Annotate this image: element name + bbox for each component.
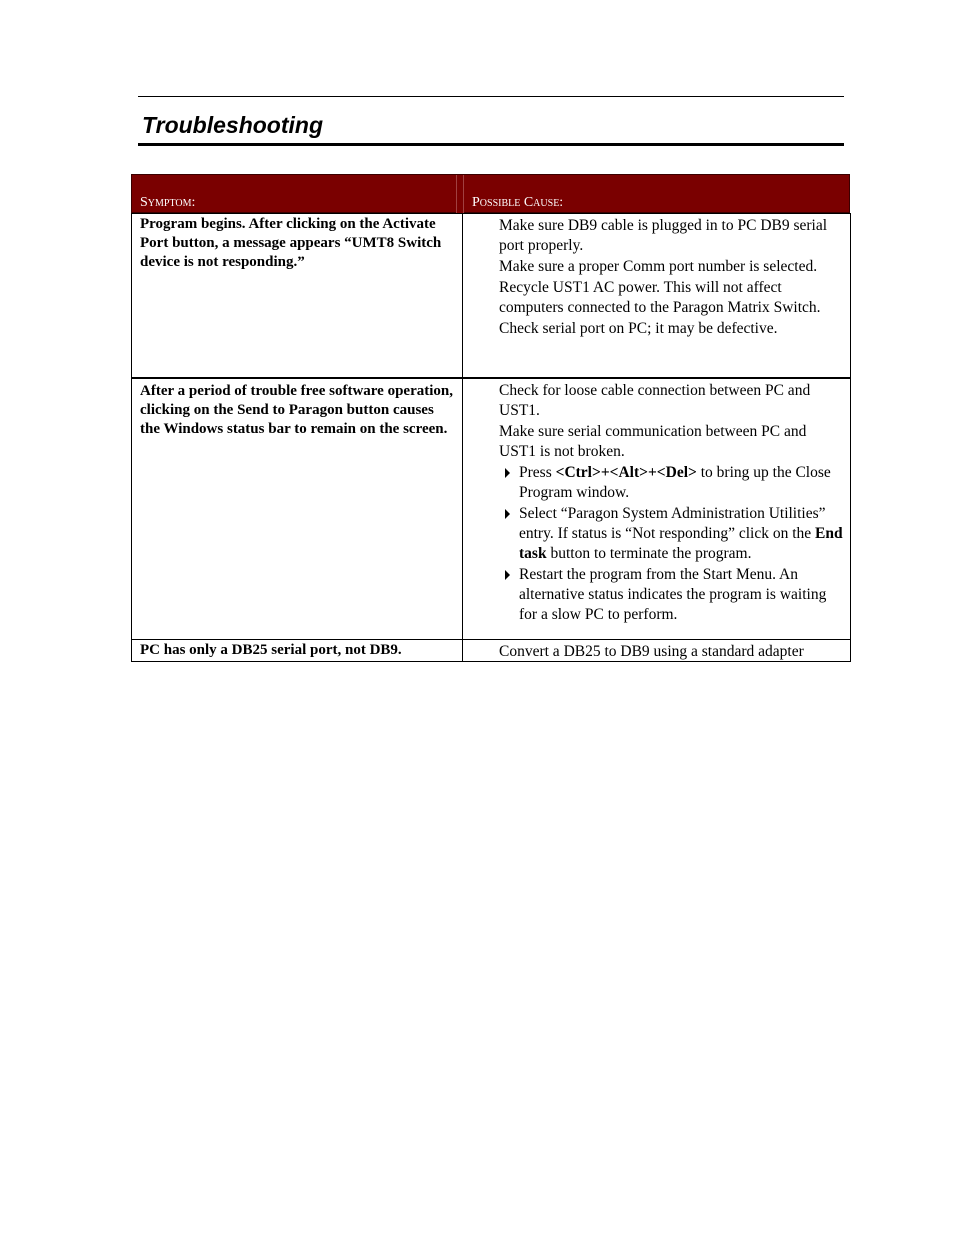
header-divider — [456, 175, 464, 214]
header-possible-cause: Possible Cause: — [472, 195, 564, 210]
symptom-text: After a period of trouble free software operation, clicking on the Send to Paragon button causes the Windows status bar to remain on the screen. — [140, 383, 453, 437]
step-text: Select “Paragon System Administration Utilities” entry. If status is “Not responding” click on the — [519, 505, 826, 542]
cause-item: Make sure DB9 cable is plugged in to PC DB9 serial port properly. — [499, 217, 828, 254]
table-row-2-cause — [462, 378, 851, 640]
step-item — [503, 463, 844, 503]
step-text: to bring up the Close Program window. — [519, 464, 831, 501]
top-rule — [138, 96, 844, 97]
header-symptom: Symptom: — [140, 195, 196, 210]
table-row-1-cause — [462, 213, 851, 378]
triangle-right-icon — [505, 509, 510, 519]
cause-item: Make sure serial communication between PC and UST1 is not broken. — [499, 423, 807, 460]
table-row-3-cause — [462, 639, 851, 662]
cause-item: Recycle UST1 AC power. This will not affect computers connected to the Paragon Matrix Switch. — [499, 279, 821, 316]
table-row-2-symptom — [131, 378, 463, 640]
table-header — [131, 174, 850, 213]
step-keys: <Ctrl>+<Alt>+<Del> — [555, 464, 697, 481]
step-text: button to terminate the program. — [546, 545, 752, 562]
step-text: Restart the program from the Start Menu. An alternative status indicates the program is waiting for a slow PC to perform. — [519, 566, 827, 623]
step-item — [503, 565, 844, 625]
title-rule — [138, 143, 844, 146]
table-row-3-symptom — [131, 639, 463, 662]
table-row-1-symptom — [131, 213, 463, 378]
cause-item: Check for loose cable connection between PC and UST1. — [499, 382, 811, 419]
triangle-right-icon — [505, 468, 510, 478]
symptom-text: Program begins. After clicking on the Activate Port button, a message appears “UMT8 Switch device is not responding.” — [140, 216, 442, 270]
cause-item: Check serial port on PC; it may be defective. — [499, 320, 778, 337]
symptom-text: PC has only a DB25 serial port, not DB9. — [140, 642, 402, 658]
step-button-name: End task — [519, 525, 843, 562]
cause-item: Make sure a proper Comm port number is selected. — [499, 258, 818, 275]
section-title: Troubleshooting — [142, 112, 324, 138]
step-item — [503, 504, 844, 564]
step-text: Press — [519, 464, 556, 481]
cause-item: Convert a DB25 to DB9 using a standard adapter — [499, 643, 804, 660]
triangle-right-icon — [505, 570, 510, 580]
